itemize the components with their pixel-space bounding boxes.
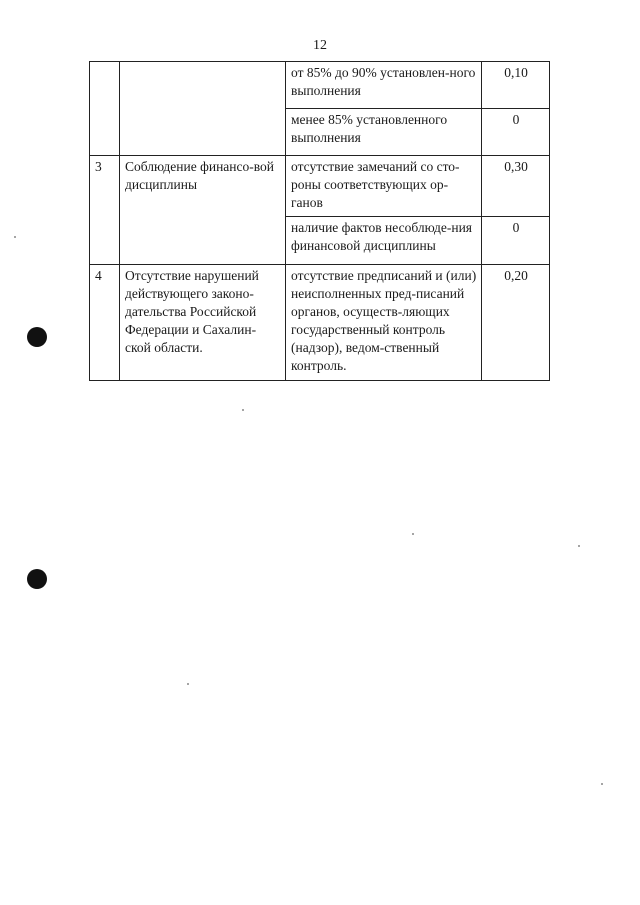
criterion-name-cell: Соблюдение финансо-вой дисциплины [120,156,286,265]
table-row [90,265,550,381]
value-cell: 0 [482,217,550,265]
punch-hole-bottom [27,569,47,589]
value-cell: 0,10 [482,62,550,109]
scan-speck [412,533,414,535]
condition-cell: отсутствие замечаний со сто-роны соответствующих ор-ганов [286,156,482,217]
table-row [90,62,550,109]
criteria-table [89,61,550,381]
condition-cell: наличие фактов несоблюде-ния финансовой дисциплины [286,217,482,265]
condition-cell: от 85% до 90% установлен-ного выполнения [286,62,482,109]
scan-speck [578,545,580,547]
row-number-cell: 3 [90,156,120,265]
scan-speck [601,783,603,785]
scan-speck [242,409,244,411]
condition-cell: менее 85% установленного выполнения [286,109,482,156]
value-cell: 0,30 [482,156,550,217]
scan-speck [187,683,189,685]
punch-hole-top [27,327,47,347]
page-number: 12 [313,38,327,53]
table-row [90,156,550,217]
row-number-cell: 4 [90,265,120,381]
condition-cell: отсутствие предписаний и (или) неисполненных пред-писаний органов, осуществ-ляющих государственный контроль (надзор), ведом-ственный контроль. [286,265,482,381]
value-cell: 0 [482,109,550,156]
row-number-cell [90,62,120,156]
criterion-name-cell: Отсутствие нарушений действующего законо-дательства Российской Федерации и Сахалин-ской области. [120,265,286,381]
scan-speck [14,236,16,238]
value-cell: 0,20 [482,265,550,381]
criterion-name-cell [120,62,286,156]
